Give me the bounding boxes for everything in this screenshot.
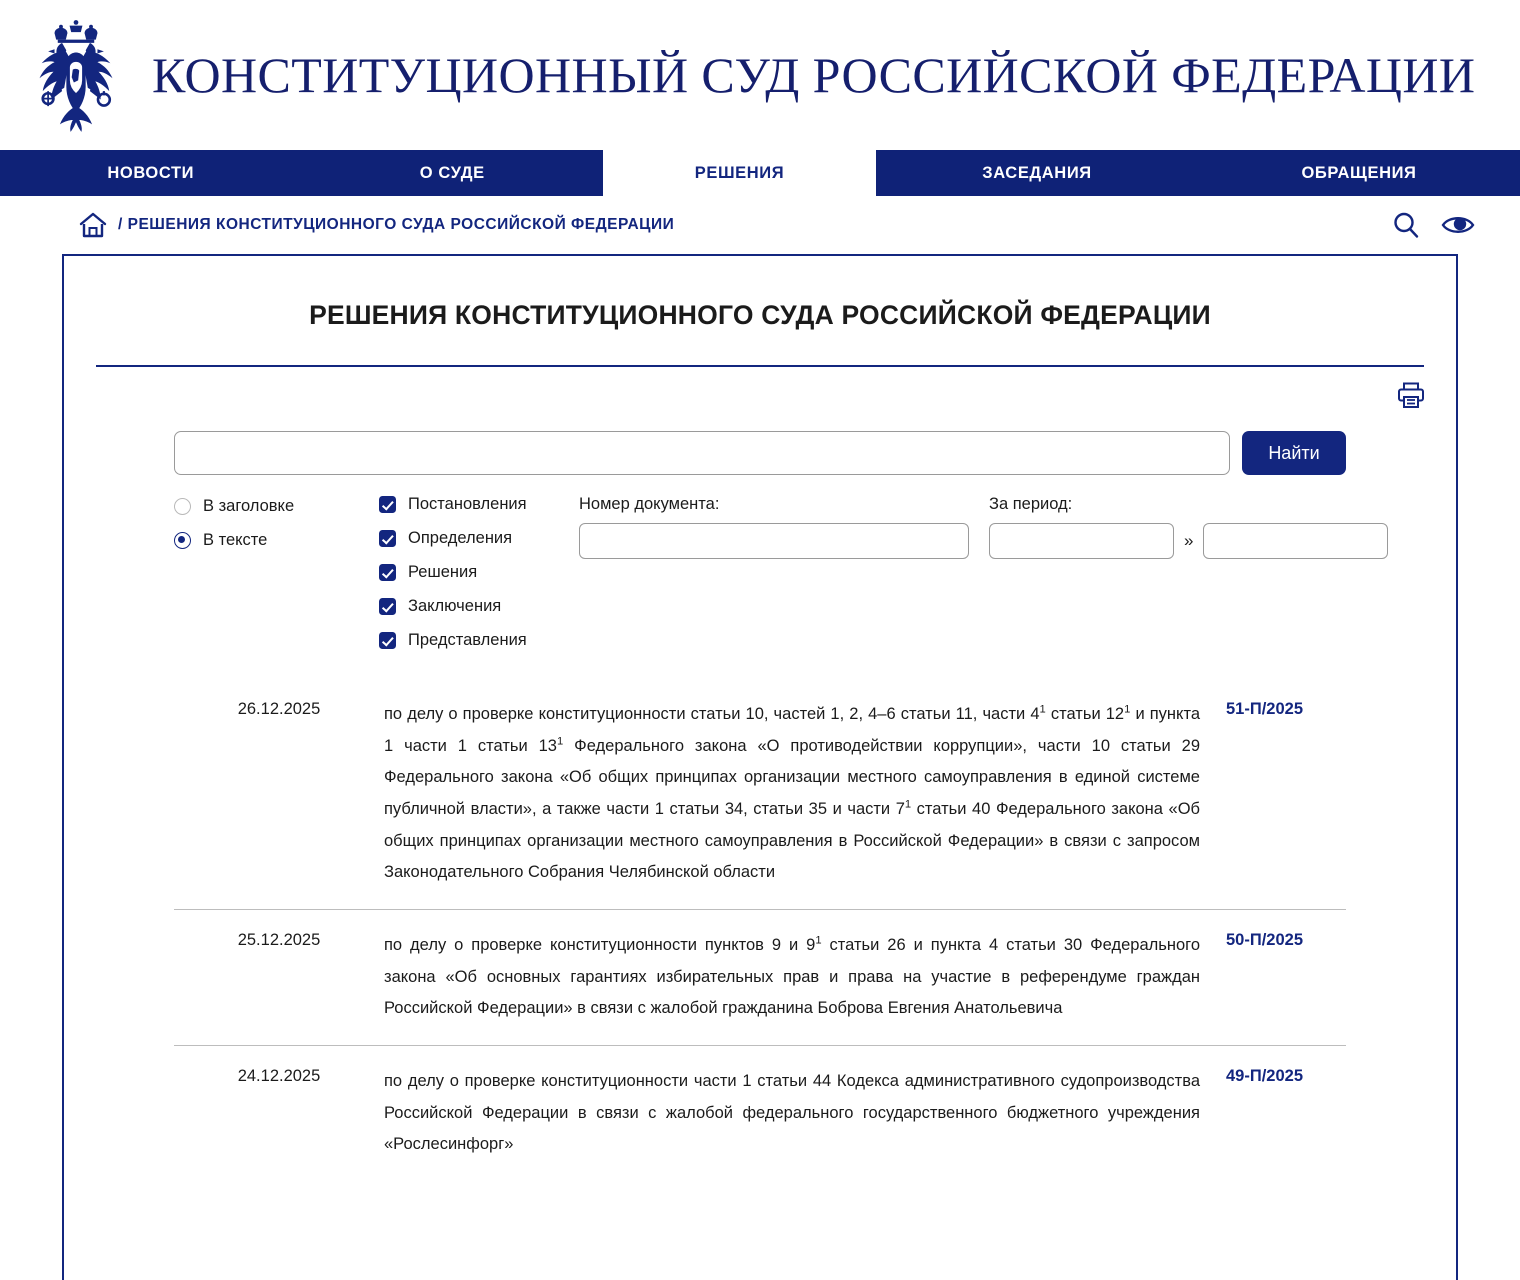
period-line	[989, 523, 1388, 559]
period-separator: »	[1184, 531, 1194, 550]
period-group	[989, 495, 1388, 559]
nav-item-appeals[interactable]: ОБРАЩЕНИЯ	[1301, 163, 1417, 182]
search-row	[174, 431, 1346, 475]
results-list	[64, 683, 1456, 1181]
content-panel	[62, 254, 1458, 1280]
nav-item-sessions[interactable]: ЗАСЕДАНИЯ	[982, 163, 1092, 182]
period-to-input[interactable]	[1203, 523, 1388, 559]
breadcrumb-text[interactable]: / РЕШЕНИЯ КОНСТИТУЦИОННОГО СУДА РОССИЙСКОЙ ФЕДЕРАЦИИ	[118, 216, 675, 233]
page-title: РЕШЕНИЯ КОНСТИТУЦИОННОГО СУДА РОССИЙСКОЙ ФЕДЕРАЦИИ	[309, 300, 1211, 330]
check-mark-opredeleniya	[379, 530, 396, 547]
result-number[interactable]: 50-П/2025	[1226, 931, 1303, 950]
search-form	[64, 409, 1456, 665]
result-date: 26.12.2025	[237, 700, 321, 718]
search-input[interactable]	[174, 431, 1230, 475]
nav-right-group	[876, 150, 1520, 196]
table-row	[174, 909, 1346, 1045]
result-number[interactable]: 49-П/2025	[1226, 1067, 1303, 1086]
checkbox-resheniya[interactable]	[379, 563, 579, 582]
doc-number-group	[579, 495, 989, 559]
checkbox-label-predstavleniya: Представления	[408, 631, 527, 649]
result-date: 25.12.2025	[237, 931, 321, 950]
radio-mark-in-title	[174, 498, 191, 515]
nav-item-about[interactable]: О СУДЕ	[419, 163, 485, 182]
breadcrumb	[0, 196, 1520, 254]
checkbox-zaklyucheniya[interactable]	[379, 597, 579, 616]
radio-in-text[interactable]	[174, 531, 379, 550]
result-title[interactable]: по делу о проверке конституционности статьи 10, частей 1, 2, 4–6 статьи 11, части $4^1$ статьи $12^1$ и пункта 1 части 1 статьи $13^1$ Федерального закона «О противодействии коррупции», части 10 статьи 29 Федерального закона «Об общих принципах организации местного самоуправления в единой системе публичной власти», а также части 1 статьи 34, статьи 35 и части $7^1$ статьи 40 Федерального закона «Об общих принципах организации местного самоуправления в Российской Федерации» в связи с запросом Законодательного Собрания Челябинской области	[384, 703, 1201, 882]
check-mark-postanovleniya	[379, 496, 396, 513]
checkbox-opredeleniya[interactable]	[379, 529, 579, 548]
nav-left-group	[0, 150, 603, 196]
print-row	[64, 367, 1456, 409]
doc-number-input[interactable]	[579, 523, 969, 559]
russian-coat-of-arms-icon	[22, 16, 130, 134]
result-number[interactable]: 51-П/2025	[1226, 700, 1303, 718]
checkbox-postanovleniya[interactable]	[379, 495, 579, 514]
nav-active-slot	[603, 150, 876, 196]
doc-number-label: Номер документа:	[579, 495, 720, 513]
period-from-input[interactable]	[989, 523, 1174, 559]
main-navigation	[0, 150, 1520, 196]
home-icon[interactable]	[78, 211, 108, 239]
check-mark-predstavleniya	[379, 632, 396, 649]
result-title[interactable]: по делу о проверке конституционности пунктов 9 и $9^1$ статьи 26 и пункта 4 статьи 30 Федерального закона «Об основных гарантиях избирательных прав и права на участие в референдуме граждан Российской Федерации» в связи с жалобой гражданина Боброва Евгения Анатольевича	[384, 934, 1200, 1018]
filter-row	[174, 495, 1346, 665]
site-header	[0, 0, 1520, 150]
table-row	[174, 683, 1346, 909]
site-title: КОНСТИТУЦИОННЫЙ СУД РОССИЙСКОЙ ФЕДЕРАЦИИ	[152, 47, 1476, 103]
checkbox-label-resheniya: Решения	[408, 563, 478, 581]
eye-icon[interactable]	[1441, 213, 1475, 237]
search-icon[interactable]	[1391, 210, 1421, 240]
period-label: За период:	[989, 495, 1073, 513]
printer-icon[interactable]	[1396, 381, 1426, 409]
result-title[interactable]: по делу о проверке конституционности части 1 статьи 44 Кодекса административного судопроизводства Российской Федерации в связи с жалобой федерального государственного бюджетного учреждения «Рослесинфорг»	[384, 1072, 1200, 1154]
find-button[interactable]: Найти	[1242, 431, 1346, 475]
radio-in-title[interactable]	[174, 497, 379, 516]
checkbox-label-zaklyucheniya: Заключения	[408, 597, 502, 615]
table-row	[174, 1045, 1346, 1181]
checkbox-predstavleniya[interactable]	[379, 631, 579, 650]
check-mark-zaklyucheniya	[379, 598, 396, 615]
scope-options	[174, 495, 379, 565]
breadcrumb-tools	[1391, 210, 1475, 240]
nav-item-news[interactable]: НОВОСТИ	[107, 163, 195, 182]
radio-label-in-text: В тексте	[203, 531, 268, 549]
doc-type-checkboxes	[379, 495, 579, 665]
radio-label-in-title: В заголовке	[203, 497, 295, 515]
checkbox-label-postanovleniya: Постановления	[408, 495, 527, 513]
result-date: 24.12.2025	[237, 1067, 321, 1086]
checkbox-label-opredeleniya: Определения	[408, 529, 513, 547]
nav-item-decisions[interactable]: РЕШЕНИЯ	[694, 163, 785, 182]
check-mark-resheniya	[379, 564, 396, 581]
radio-mark-in-text	[174, 532, 191, 549]
